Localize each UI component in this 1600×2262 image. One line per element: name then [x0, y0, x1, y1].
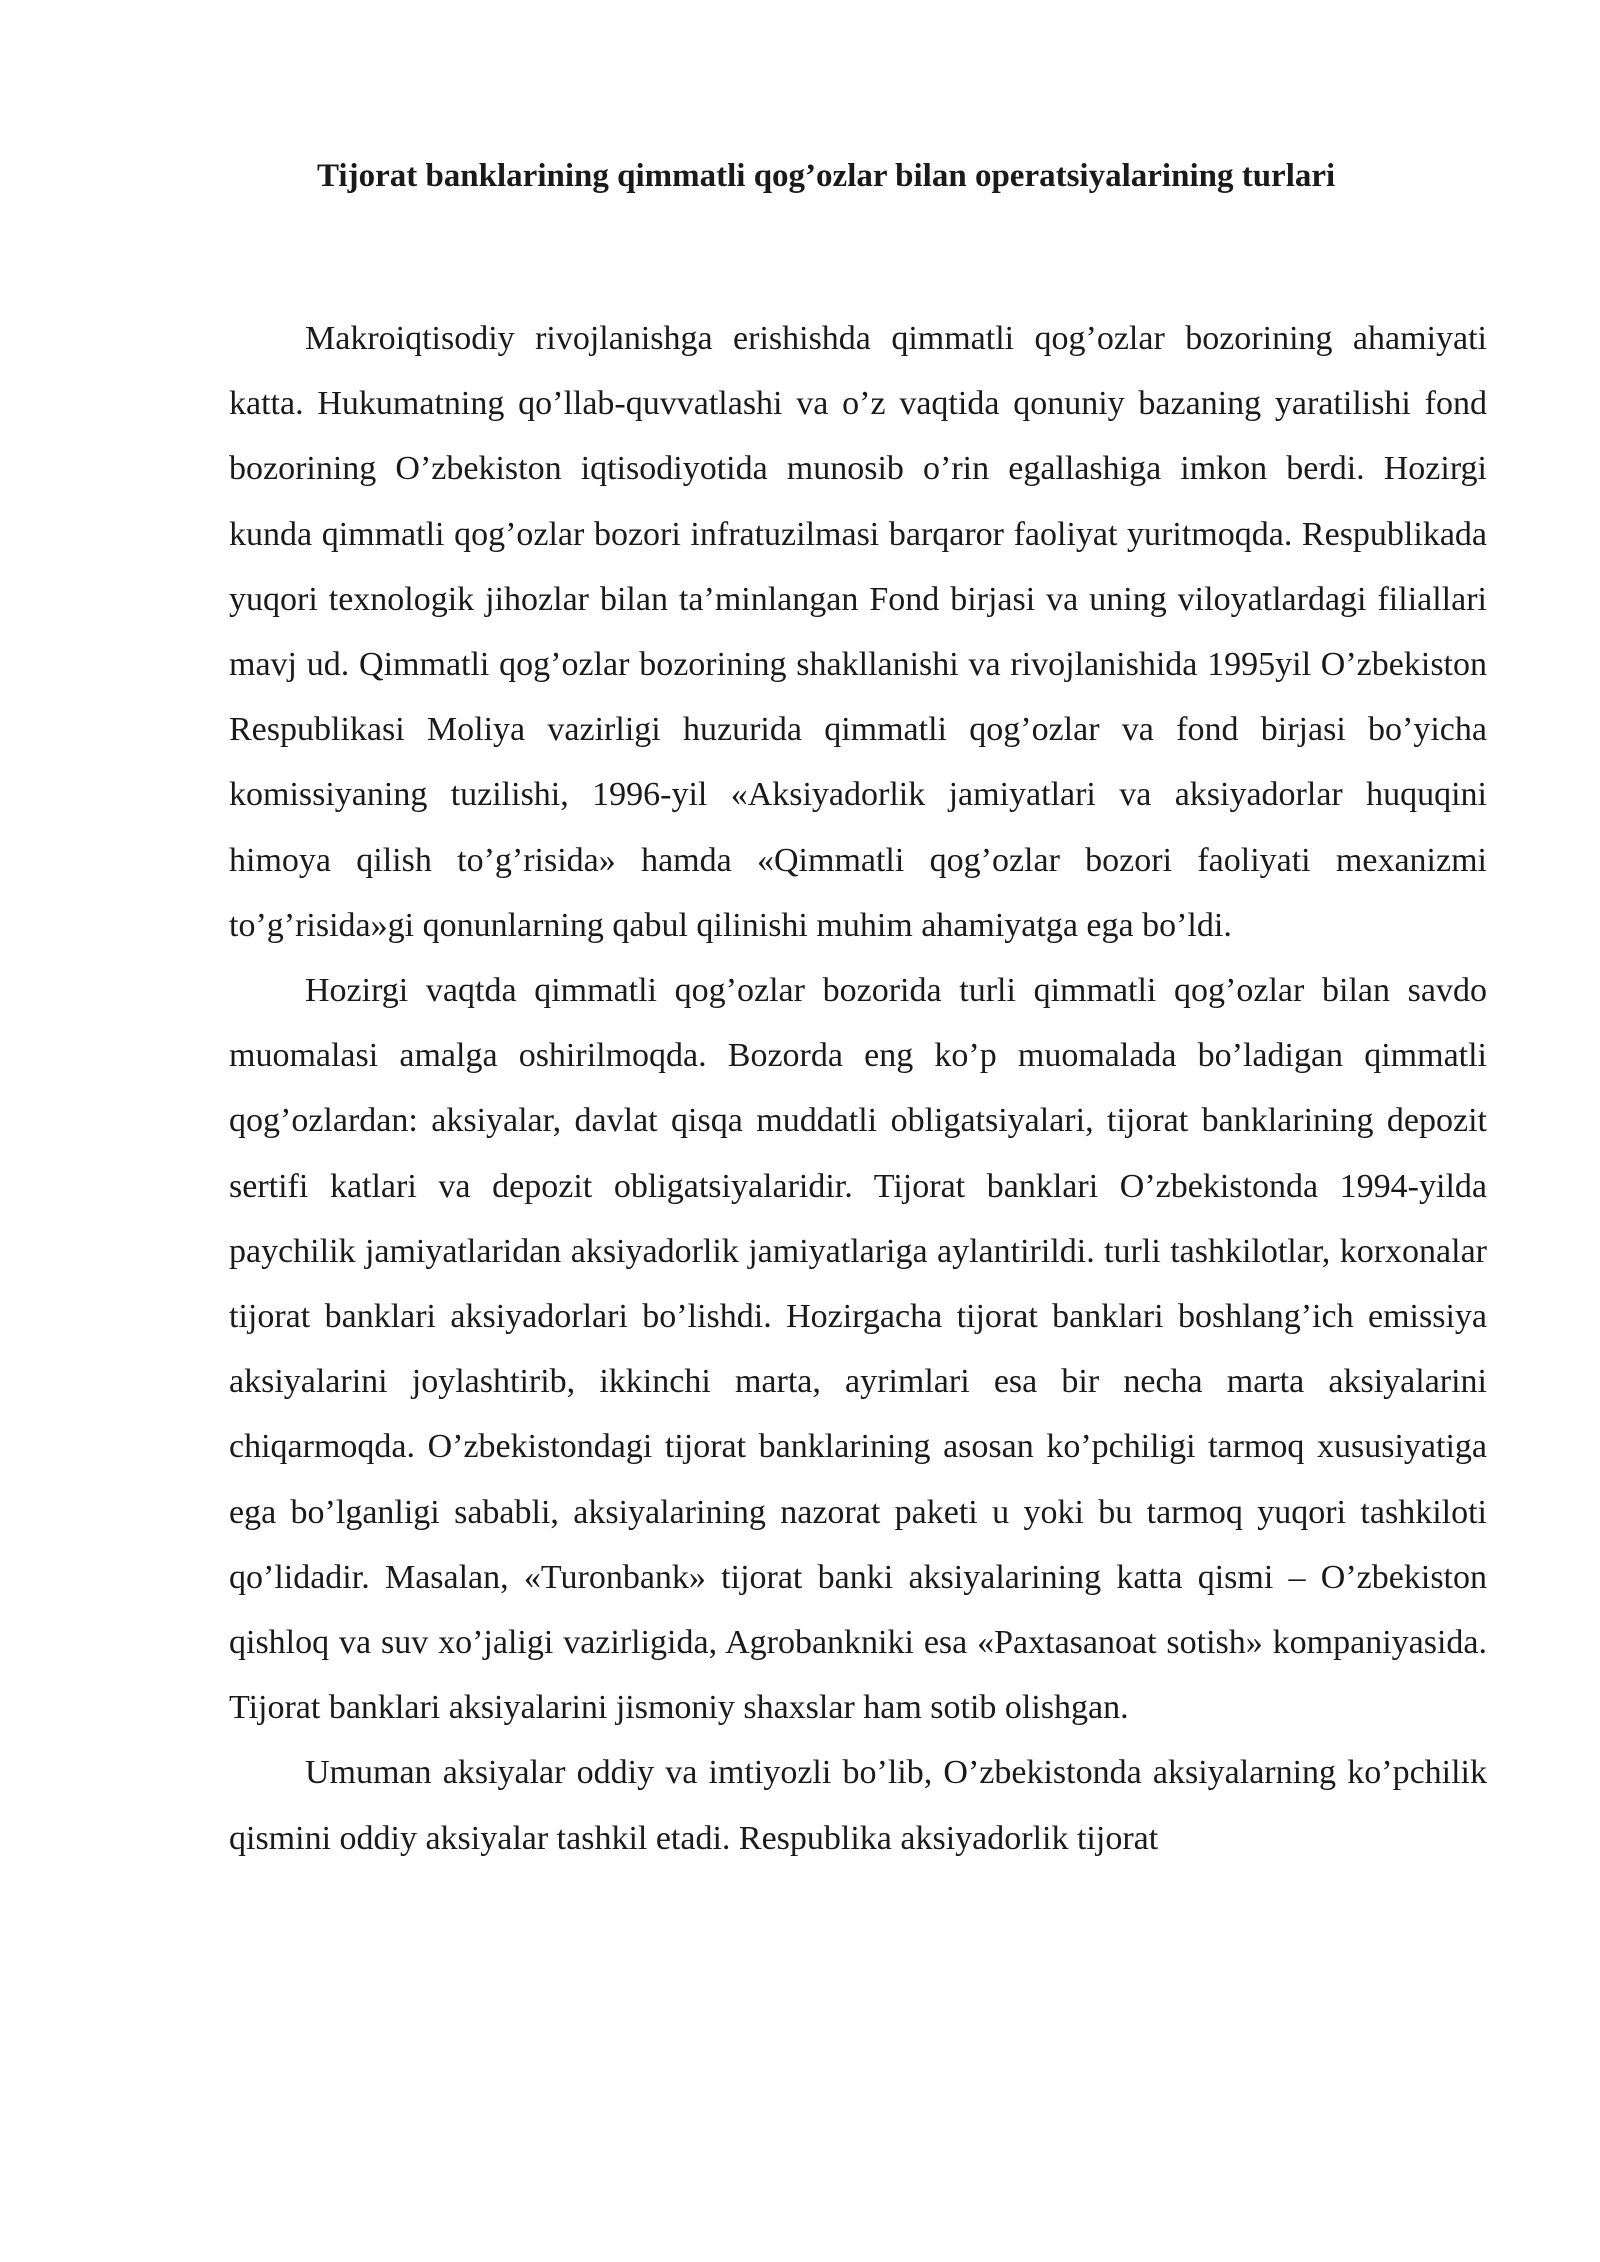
paragraph-1: Makroiqtisodiy rivojlanishga erishishda qimmatli qog’ozlar bozorining ahamiyati katta. Hukumatning qo’llab-quvvatlashi va o’z vaqtida qonuniy bazaning yaratilishi fond bozorining O’zbekiston iqtisodiyotida munosib o’rin egallashiga imkon berdi. Hozirgi kunda qimmatli qog’ozlar bozori infratuzilmasi barqaror faoliyat yuritmoqda. Respublikada yuqori texnologik jihozlar bilan ta’minlangan Fond birjasi va uning viloyatlardagi filiallari mavj ud. Qimmatli qog’ozlar bozorining shakllanishi va rivojlanishida 1995yil O’zbekiston Respublikasi Moliya vazirligi huzurida qimmatli qog’ozlar va fond birjasi bo’yicha komissiyaning tuzilishi, 1996-yil «Aksiyadorlik jamiyatlari va aksiyadorlar huquqini himoya qilish to’g’risida» hamda «Qimmatli qog’ozlar bozori faoliyati mexanizmi to’g’risida»gi qonunlarning qabul qilinishi muhim ahamiyatga ega bo’ldi. — [229, 320, 1487, 944]
paragraph-3: Umuman aksiyalar oddiy va imtiyozli bo’lib, O’zbekistonda aksiyalarning ko’pchilik qismini oddiy aksiyalar tashkil etadi. Respublika aksiyadorlik tijorat — [229, 1754, 1487, 1857]
document-title: Tijorat banklarining qimmatli qog’ozlar bilan operatsiyalarining turlari — [317, 158, 1336, 194]
paragraph-2: Hozirgi vaqtda qimmatli qog’ozlar bozorida turli qimmatli qog’ozlar bilan savdo muomalasi amalga oshirilmoqda. Bozorda eng ko’p muomalada bo’ladigan qimmatli qog’ozlardan: aksiyalar, davlat qisqa muddatli obligatsiyalari, tijorat banklarining depozit sertifi katlari va depozit obligatsiyalaridir. Tijorat banklari O’zbekistonda 1994-yilda paychilik jamiyatlaridan aksiyadorlik jamiyatlariga aylantirildi. turli tashkilotlar, korxonalar tijorat banklari aksiyadorlari bo’lishdi. Hozirgacha tijorat banklari boshlang’ich emissiya aksiyalarini joylashtirib, ikkinchi marta, ayrimlari esa bir necha marta aksiyalarini chiqarmoqda. O’zbekistondagi tijorat banklarining asosan ko’pchiligi tarmoq xususiyatiga ega bo’lganligi sababli, aksiyalarining nazorat paketi u yoki bu tarmoq yuqori tashkiloti qo’lidadir. Masalan, «Turonbank» tijorat banki aksiyalarining katta qismi – O’zbekiston qishloq va suv xo’jaligi vazirligida, Agrobankniki esa «Paxtasanoat sotish» kompaniyasida. Tijorat banklari aksiyalarini jismoniy shaxslar ham sotib olishgan. — [229, 972, 1487, 1727]
document-body — [229, 306, 1487, 1871]
